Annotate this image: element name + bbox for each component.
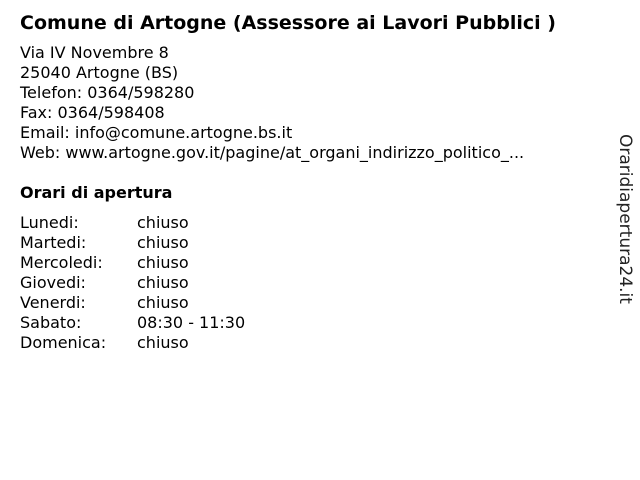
- phone-number: Telefon: 0364/598280: [20, 83, 195, 102]
- contact-info: [20, 43, 524, 163]
- site-watermark: [612, 134, 636, 314]
- fax-number: Fax: 0364/598408: [20, 103, 165, 122]
- hours-value: chiuso: [137, 253, 189, 272]
- email-address: Email: info@comune.artogne.bs.it: [20, 123, 293, 142]
- hours-value: 08:30 - 11:30: [137, 313, 246, 332]
- address-street: Via IV Novembre 8: [20, 43, 169, 62]
- hours-value: chiuso: [137, 213, 189, 232]
- hours-value: chiuso: [137, 333, 189, 352]
- hours-value: chiuso: [137, 293, 189, 312]
- day-label: Mercoledi:: [20, 253, 103, 272]
- website-url: Web: www.artogne.gov.it/pagine/at_organi_indirizzo_politico_...: [20, 143, 525, 162]
- day-label: Giovedi:: [20, 273, 86, 292]
- day-label: Venerdi:: [20, 293, 86, 312]
- day-label: Domenica:: [20, 333, 107, 352]
- day-label: Sabato:: [20, 313, 82, 332]
- address-city: 25040 Artogne (BS): [20, 63, 179, 82]
- day-label: Lunedi:: [20, 213, 79, 232]
- day-label: Martedi:: [20, 233, 87, 252]
- page-title: Comune di Artogne (Assessore ai Lavori Pubblici ): [20, 12, 556, 34]
- hours-value: chiuso: [137, 233, 189, 252]
- hours-value: chiuso: [137, 273, 189, 292]
- opening-hours-title: Orari di apertura: [20, 183, 173, 202]
- watermark-text: Oraridiapertura24.it: [615, 134, 635, 304]
